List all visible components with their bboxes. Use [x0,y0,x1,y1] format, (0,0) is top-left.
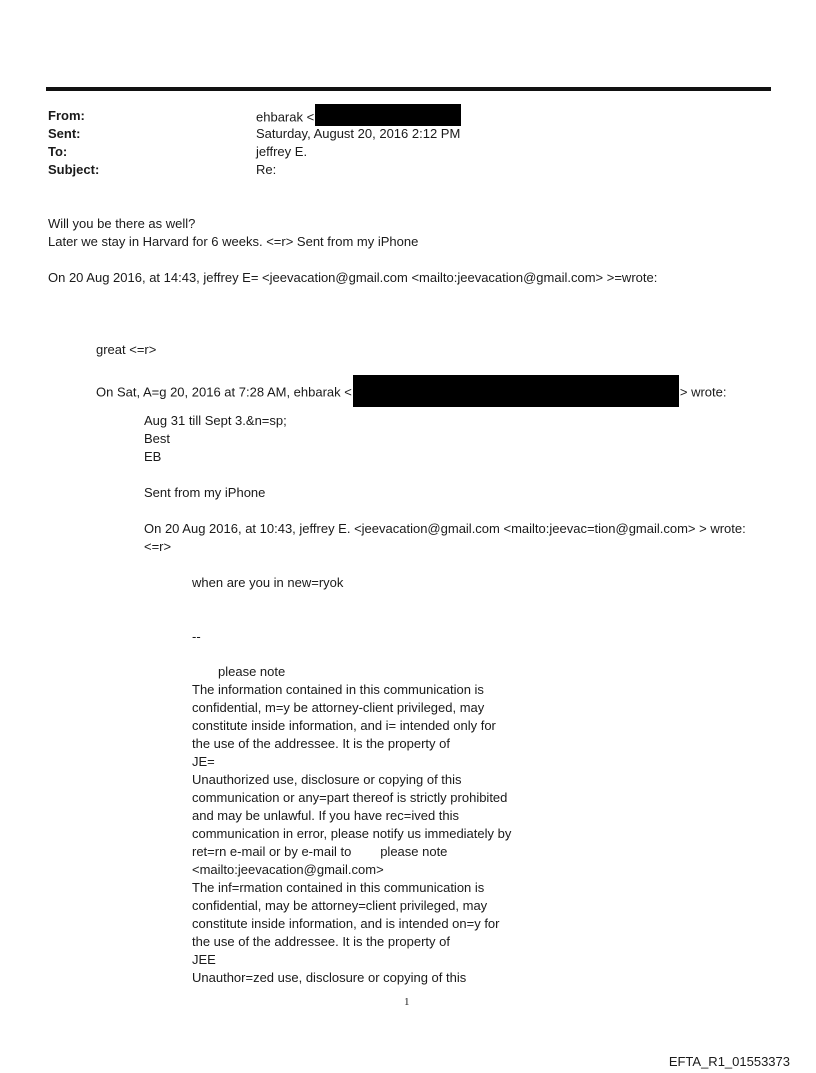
disclaimer-line: the use of the addressee. It is the property of [192,736,450,751]
to-value: jeffrey E. [256,144,308,159]
reply-attribution: On 20 Aug 2016, at 14:43, jeffrey E= <jeevacation@gmail.com <mailto:jeevacation@gmail.com> >=wrote: [48,270,658,285]
disclaimer-line: confidential, m=y be attorney-client privileged, may [192,700,485,715]
from-name: ehbarak < [256,109,315,125]
disclaimer-line: communication in error, please notify us immediately by [192,826,512,841]
quote-line: Sent from my iPhone [144,485,266,500]
disclaimer-line: communication or any=part thereof is strictly prohibited [192,790,508,805]
sent-label: Sent: [48,126,81,141]
attribution-text: On Sat, A=g 20, 2016 at 7:28 AM, ehbarak < [96,384,352,400]
subject-label: Subject: [48,162,100,177]
disclaimer-text [192,681,511,987]
disclaimer-line: The inf=rmation contained in this communication is [192,880,485,895]
quote-line: great <=r> [96,342,157,357]
disclaimer-line: constitute inside information, and i= intended only for [192,718,496,733]
disclaimer-line: JE= [192,754,215,769]
disclaimer-heading: please note [218,664,286,679]
redaction-box [353,375,679,407]
attribution-suffix: > wrote: [679,384,727,400]
quote-line: when are you in new=ryok [192,575,344,590]
quote-line: EB [144,449,162,464]
disclaimer-line: Unauthorized use, disclosure or copying of this [192,772,462,787]
subject-value: Re: [256,162,277,177]
body-line: Later we stay in Harvard for 6 weeks. <=r> Sent from my iPhone [48,234,419,249]
quote-block-2 [144,412,287,466]
quote-attribution: On 20 Aug 2016, at 10:43, jeffrey E. <jeevacation@gmail.com <mailto:jeevac=tion@gmail.com> > wrote: [144,521,746,536]
signature-separator: -- [192,629,201,644]
disclaimer-line: confidential, may be attorney=client privileged, may [192,898,488,913]
disclaimer-line: Unauthor=zed use, disclosure or copying of this [192,970,467,985]
sent-value: Saturday, August 20, 2016 2:12 PM [256,126,461,141]
quote-line: <=r> [144,539,172,554]
document-id: EFTA_R1_01553373 [668,1054,790,1069]
quote-line: Aug 31 till Sept 3.&n=sp; [144,413,287,428]
from-label: From: [48,108,85,123]
to-label: To: [48,144,68,159]
page-number: 1 [404,996,410,1008]
body-line: Will you be there as well? [48,216,196,231]
quote-line: Best [144,431,171,446]
header-divider [46,87,771,91]
disclaimer-line: JEE [192,952,216,967]
quote-attribution [96,377,726,409]
disclaimer-line: constitute inside information, and is intended on=y for [192,916,500,931]
disclaimer-line: the use of the addressee. It is the property of [192,934,450,949]
disclaimer-line: ret=rn e-mail or by e-mail to please note [192,844,448,859]
disclaimer-line: <mailto:jeevacation@gmail.com> [192,862,384,877]
redaction-box [315,104,461,126]
disclaimer-line: and may be unlawful. If you have rec=ived this [192,808,460,823]
disclaimer-line: The information contained in this communication is [192,682,484,697]
